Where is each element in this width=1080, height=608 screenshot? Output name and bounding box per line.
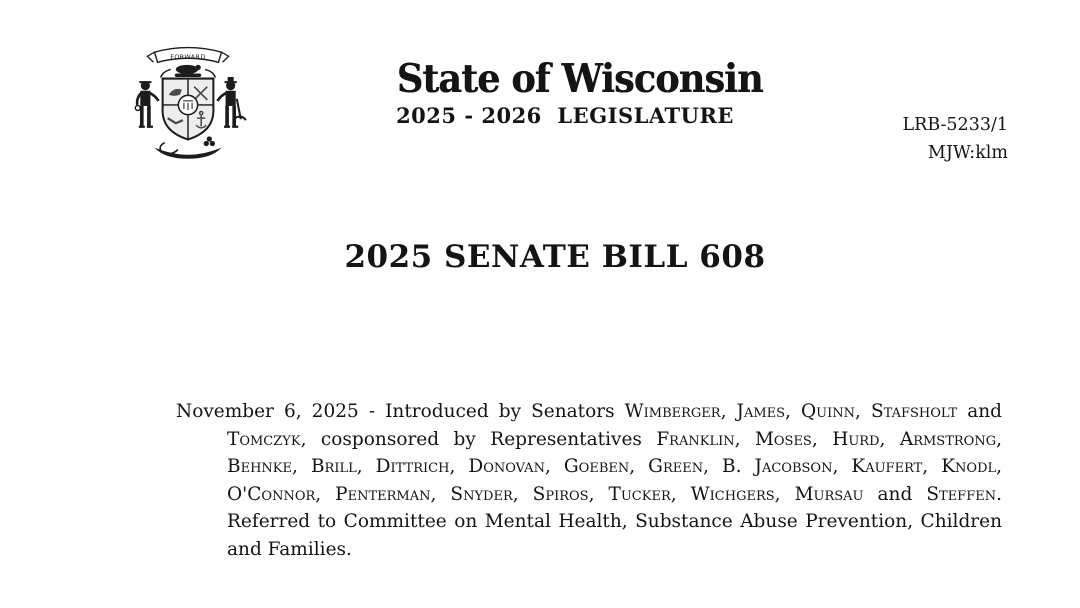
legislator-name: Mursau — [794, 483, 864, 505]
legislator-name: Wichgers — [690, 483, 775, 505]
legislator-name: Knodl — [941, 456, 997, 478]
intro-text-run: , — [588, 483, 609, 505]
legislator-name: Donovan — [468, 456, 545, 478]
intro-text-run: , — [512, 483, 533, 505]
intro-text-run: and — [863, 483, 927, 505]
wisconsin-coat-of-arms — [126, 42, 250, 174]
miner-supporter — [217, 77, 245, 127]
document-masthead — [386, 56, 763, 128]
legislator-name: Snyder — [450, 483, 513, 505]
lrb-reference-block — [903, 112, 1008, 167]
intro-text-run: , — [703, 456, 723, 478]
legislator-name: Steffen — [926, 483, 997, 505]
intro-text-run: , — [292, 456, 311, 478]
legislator-name: Tucker — [608, 483, 671, 505]
intro-text-run: , — [785, 401, 802, 422]
intro-text-run: , — [832, 456, 852, 478]
motto-text: FORWARD — [170, 52, 206, 61]
sailor-supporter — [135, 81, 158, 127]
legislature-session: 2025 - 2026 LEGISLATURE — [396, 102, 734, 128]
intro-text-run: , cosponsored by Representatives — [300, 428, 657, 450]
badger-crest — [161, 65, 216, 78]
bill-title: 2025 SENATE BILL 608 — [344, 239, 766, 275]
lrb-number: LRB-5233/1 — [902, 115, 1008, 135]
intro-text-run: , — [544, 456, 564, 478]
shield — [163, 79, 214, 140]
legislator-name: Quinn — [801, 401, 856, 422]
intro-text-run: , — [315, 483, 336, 505]
intro-text-run: , — [879, 428, 900, 450]
intro-text-run: , — [922, 456, 942, 478]
legislator-name: Behnke — [227, 456, 292, 478]
introduction-paragraph — [176, 398, 1002, 564]
intro-text-run: November 6, 2025 - Introduced by Senators — [176, 401, 625, 422]
legislator-name: Moses — [754, 428, 812, 450]
legislator-name: B. Jacobson — [722, 456, 833, 478]
legislator-name: Hurd — [832, 428, 880, 450]
intro-text-run: , — [774, 483, 795, 505]
legislator-name: Stafsholt — [870, 401, 958, 422]
legislator-name: Brill — [310, 456, 357, 478]
intro-text-run: , — [811, 428, 833, 450]
intro-text-run: , — [356, 456, 376, 478]
intro-text-run: , — [855, 401, 871, 422]
intro-text-run: , — [720, 401, 737, 422]
intro-text-run: , — [430, 483, 451, 505]
intro-text-run: , — [449, 456, 469, 478]
legislator-name: Dittrich — [375, 456, 450, 478]
legislator-name: O'Connor — [227, 483, 316, 505]
intro-text-run: , — [996, 428, 1002, 450]
center-shield — [178, 95, 197, 114]
legislator-name: Wimberger — [624, 401, 721, 422]
intro-text-run: and — [957, 401, 1003, 422]
motto-ribbon — [147, 48, 228, 63]
legislator-name: Penterman — [335, 483, 431, 505]
legislator-name: Franklin — [656, 428, 735, 450]
intro-text-run: . Referred to Committee on Mental Health, Substance Abuse Prevention, Children and Families. — [227, 483, 1002, 560]
legislator-name: Goeben — [563, 456, 630, 478]
legislator-name: Green — [648, 456, 704, 478]
legislator-name: Tomczyk — [227, 428, 301, 450]
intro-text-run: , — [996, 456, 1003, 478]
legislator-name: Armstrong — [899, 428, 997, 450]
intro-text-run: , — [629, 456, 649, 478]
legislator-name: Spiros — [532, 483, 589, 505]
drafter-initials: MJW:klm — [927, 142, 1008, 163]
intro-text-run: , — [670, 483, 691, 505]
state-title: State of Wisconsin — [396, 56, 763, 102]
intro-text-run: , — [734, 428, 755, 450]
legislator-name: James — [736, 401, 786, 422]
legislator-name: Kaufert — [851, 456, 923, 478]
